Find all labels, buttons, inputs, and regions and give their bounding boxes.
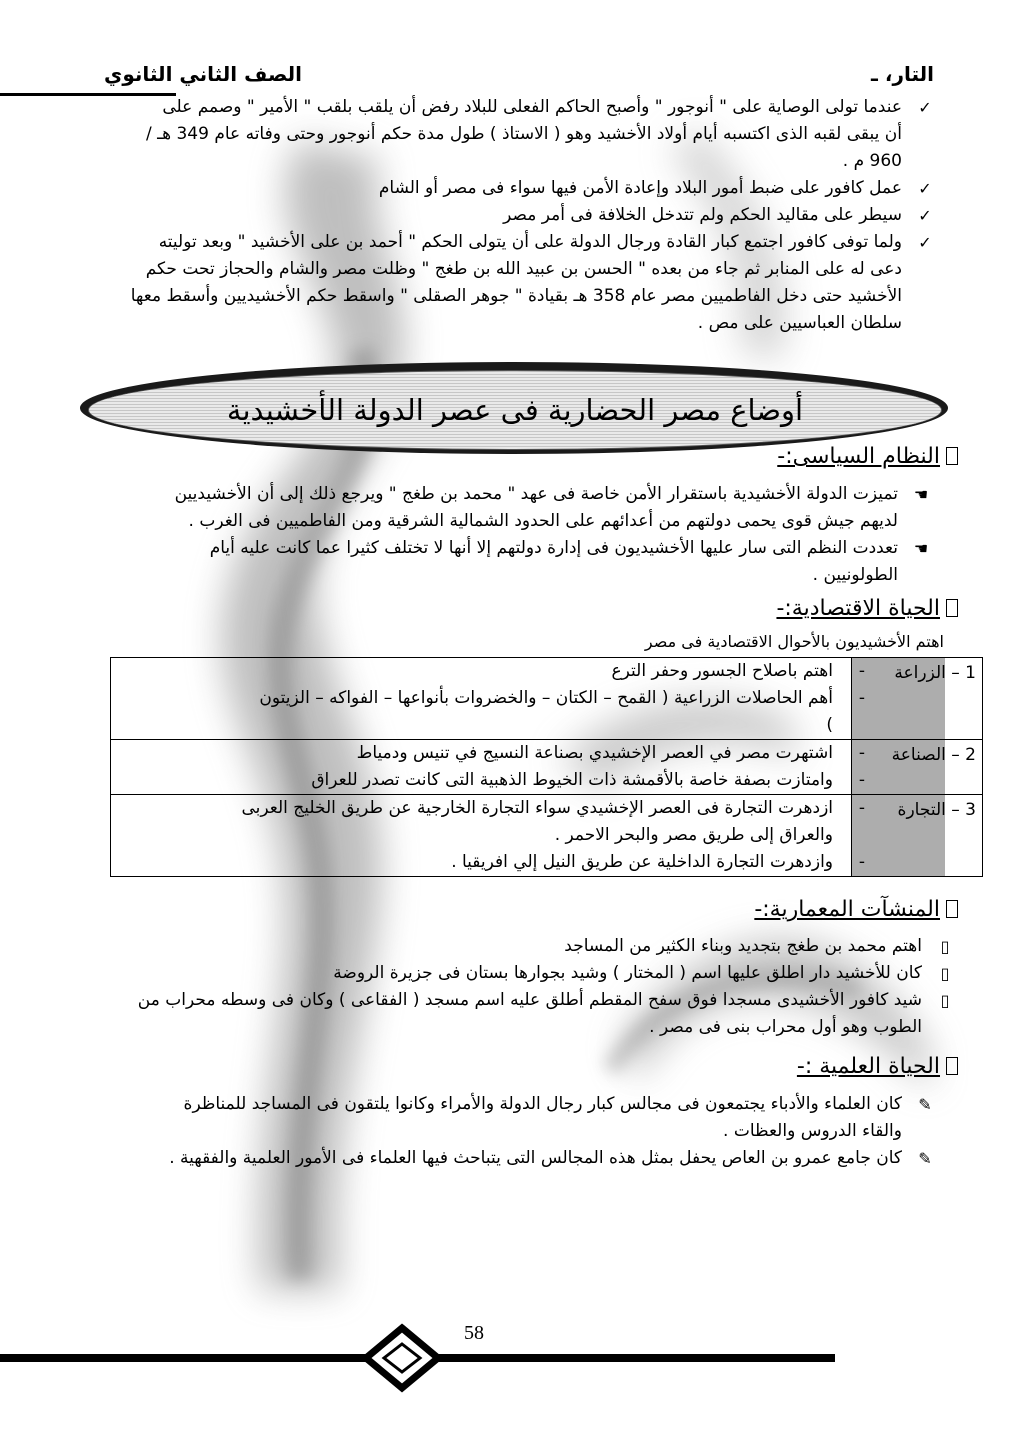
political-heading — [777, 444, 958, 469]
content-cell — [111, 795, 865, 877]
banner-title: أوضاع مصر الحضارية فى عصر الدولة الأخشيدية — [226, 393, 804, 427]
banner-inner — [88, 370, 942, 450]
box-bullet-icon: ▯ — [940, 937, 950, 956]
bullet-line: 960 م . — [842, 151, 902, 171]
bullet-line: كان للأخشيد دار اطلق عليها اسم ( المختار ) وشيد بجوارها بستان فى جزيرة الروضة — [333, 963, 922, 983]
bullet-line: سيطر على مقاليد الحكم ولم تتدخل الخلافة فى أمر مصر — [503, 205, 902, 225]
political-bullet-item — [94, 535, 929, 589]
field-cell — [852, 795, 983, 877]
content-text: اهتم باصلاح الجسور وحفر الترع — [611, 661, 833, 681]
table-row — [111, 658, 983, 740]
intro-bullet-item — [98, 229, 932, 337]
field-label: 3 – التجارة — [897, 800, 976, 820]
content-line — [111, 685, 865, 712]
architecture-heading — [754, 897, 958, 922]
content-text: أهم الحاصلات الزراعية ( القمح – الكتان – والخضروات بأنواعها – الفواكه – الزيتون — [259, 688, 833, 708]
field-label: 2 – الصناعة — [891, 745, 976, 765]
content-line — [111, 767, 865, 794]
intro-bullet-list — [98, 94, 932, 337]
pencil-icon: ✎ — [918, 1149, 932, 1168]
economic-intro: اهتم الأخشيديون بالأحوال الاقتصادية فى مصر — [644, 632, 944, 651]
box-bullet-icon — [946, 447, 958, 465]
dash-marker: - — [858, 770, 865, 790]
header-grade-label: الصف الثاني الثانوي — [104, 62, 303, 86]
dash-marker: - — [858, 798, 865, 818]
bullet-line: الطولونيين . — [812, 565, 898, 585]
architecture-bullet-item — [96, 933, 950, 960]
dash-marker: - — [858, 743, 865, 763]
bullet-line: سلطان العباسيين على مص . — [697, 313, 902, 333]
content-line — [111, 795, 865, 822]
bullet-line: كان جامع عمرو بن العاص يحفل بمثل هذه المجالس التى يتباحث فيها العلماء فى الأمور العلمية والفقهية . — [169, 1148, 902, 1168]
intro-bullet-item — [98, 202, 932, 229]
architecture-bullet-item — [96, 987, 950, 1041]
field-cell — [852, 658, 983, 740]
bullet-line: اهتم محمد بن طغج بتجديد وبناء الكثير من المساجد — [564, 936, 922, 956]
pointing-hand-icon: ☚ — [913, 485, 929, 504]
header-date-label: التار، ـ — [871, 62, 934, 86]
box-bullet-icon: ▯ — [940, 964, 950, 983]
bullet-line: الأخشيد حتى دخل الفاطميين مصر عام 358 هـ بقيادة " جوهر الصقلى " واسقط حكم الأخشيديين وأسقط معها — [130, 286, 902, 306]
field-label: 1 – الزراعة — [894, 663, 976, 683]
dash-marker: - — [858, 688, 865, 708]
checkmark-icon: ✓ — [918, 206, 932, 225]
content-line — [111, 658, 865, 685]
scientific-bullet-list — [86, 1091, 932, 1172]
content-text: وازدهرت التجارة الداخلية عن طريق النيل إلي افريقيا . — [451, 852, 833, 872]
bullet-line: لديهم جيش قوى يحمى دولتهم من أعدائهم على الحدود الشمالية الشرقية ومن الفاطميين فى الغرب . — [188, 511, 898, 531]
pencil-icon: ✎ — [918, 1095, 932, 1114]
box-bullet-icon — [946, 900, 958, 918]
content-cell — [111, 658, 865, 740]
section-banner — [80, 362, 948, 454]
checkmark-icon: ✓ — [918, 233, 932, 252]
scientific-heading — [797, 1054, 958, 1079]
economic-heading-text: الحياة الاقتصادية:- — [776, 596, 940, 621]
economic-table — [110, 657, 983, 877]
bullet-line: الطوب وهو أول محراب بنى فى مصر . — [649, 1017, 922, 1037]
dash-marker: - — [858, 661, 865, 681]
bullet-line: والقاء الدروس والعظات . — [723, 1121, 902, 1141]
checkmark-icon: ✓ — [918, 98, 932, 117]
architecture-bullet-list — [96, 933, 950, 1041]
bullet-line: ولما توفى كافور اجتمع كبار القادة ورجال الدولة على أن يتولى الحكم " أحمد بن على الأخشيد " وبعد توليته — [158, 232, 902, 252]
scientific-bullet-item — [86, 1145, 932, 1172]
box-bullet-icon — [946, 599, 958, 617]
bullet-line: تعددت النظم التى سار عليها الأخشيديون فى إدارة دولتهم إلا أنها لا تختلف كثيرا عما كانت عليه أيام — [209, 538, 898, 558]
field-cell — [852, 740, 983, 795]
political-bullet-list — [94, 481, 929, 589]
checkmark-icon: ✓ — [918, 179, 932, 198]
scientific-heading-text: الحياة العلمية :- — [796, 1054, 940, 1079]
bullet-line: تميزت الدولة الأخشيدية باستقرار الأمن خاصة فى عهد " محمد بن طغج " ويرجع ذلك إلى أن الأخشيديين — [174, 484, 898, 504]
table-row — [111, 740, 983, 795]
page-number: 58 — [464, 1322, 484, 1344]
bullet-line: عمل كافور على ضبط أمور البلاد وإعادة الأمن فيها سواء فى مصر أو الشام — [378, 178, 902, 198]
content-text: وامتازت بصفة خاصة بالأقمشة ذات الخيوط الذهبية التى كانت تصدر للعراق — [311, 770, 833, 790]
bullet-line: عندما تولى الوصاية على " أنوجور " وأصبح الحاكم الفعلى للبلاد رفض أن يلقب بلقب " الأمير " وصمم على — [162, 97, 902, 117]
bullet-line: أن يبقى لقبه الذى اكتسبه أيام أولاد الأخشيد وهو ( الاستاذ ) طول مدة حكم أنوجور وحتى وفاته عام 349 هـ / — [145, 124, 902, 144]
intro-bullet-item — [98, 175, 932, 202]
content-text: ازدهرت التجارة فى العصر الإخشيدي سواء التجارة الخارجية عن طريق الخليج العربى — [241, 798, 833, 818]
political-heading-text: النظام السياسى:- — [777, 444, 940, 469]
table-row — [111, 795, 983, 877]
bullet-line: دعى له على المنابر ثم جاء من بعده " الحسن بن عبيد الله بن طغج " وظلت مصر والشام والحجاز تحت حكم — [145, 259, 902, 279]
content-line: والعراق إلى طريق مصر والبحر الاحمر . — [554, 825, 833, 845]
bullet-line: شيد كافور الأخشيدى مسجدا فوق سفح المقطم أطلق عليه اسم مسجد ( الفقاعى ) وكان فى وسطه محراب من — [137, 990, 922, 1010]
content-line: ) — [826, 715, 833, 735]
economic-heading — [776, 596, 958, 621]
box-bullet-icon: ▯ — [940, 991, 950, 1010]
box-bullet-icon — [946, 1057, 958, 1075]
bullet-line: كان العلماء والأدباء يجتمعون فى مجالس كبار رجال الدولة والأمراء وكانوا يلتقون فى المساجد للمناظرة — [183, 1094, 902, 1114]
scientific-bullet-item — [86, 1091, 932, 1145]
architecture-bullet-item — [96, 960, 950, 987]
architecture-heading-text: المنشآت المعمارية:- — [754, 897, 940, 922]
intro-bullet-item — [98, 94, 932, 175]
content-line — [111, 740, 865, 767]
content-cell — [111, 740, 865, 795]
dash-marker: - — [858, 852, 865, 872]
content-text: اشتهرت مصر في العصر الإخشيدي بصناعة النسيج في تنيس ودمياط — [356, 743, 833, 763]
political-bullet-item — [94, 481, 929, 535]
pointing-hand-icon: ☚ — [913, 539, 929, 558]
content-line — [111, 849, 865, 876]
footer-ornament — [0, 1320, 1024, 1400]
